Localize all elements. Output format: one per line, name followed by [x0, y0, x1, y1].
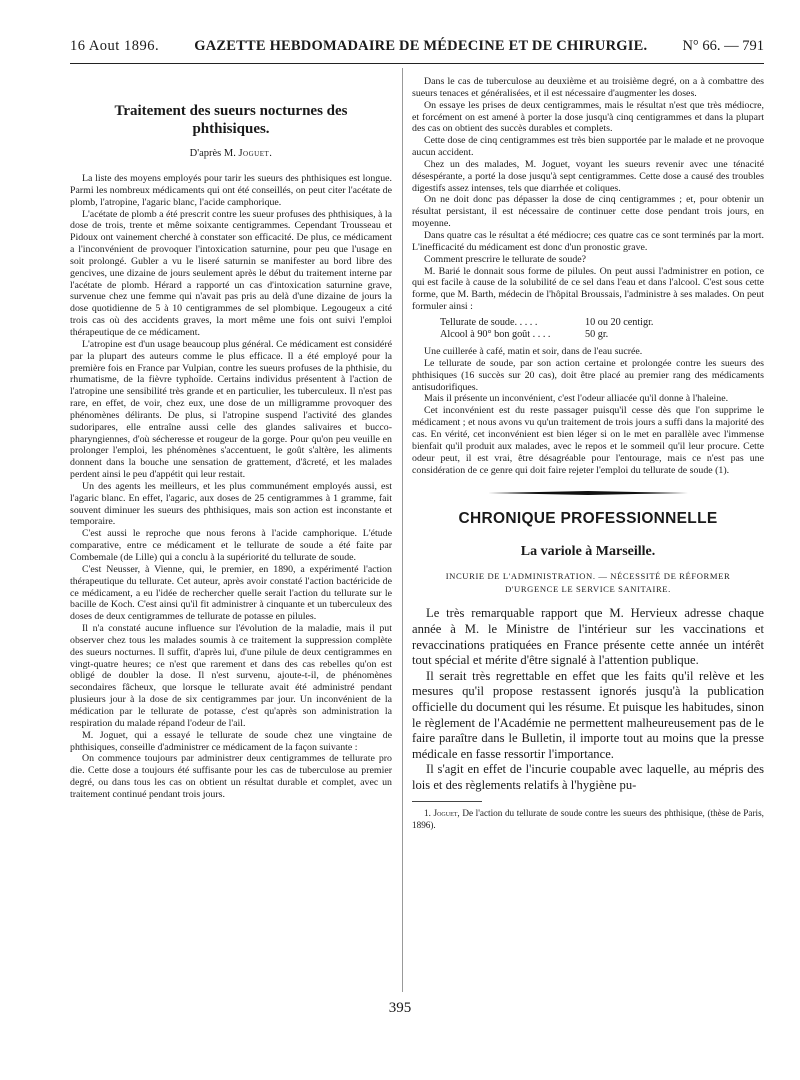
chronique-body	[412, 606, 764, 793]
paragraph: On ne doit donc pas dépasser la dose de cinq centigrammes ; et, pour obtenir un résultat persistant, il est nécessaire de continuer cette dose pendant trois jours, en moyenne.	[412, 194, 764, 230]
journal-title: GAZETTE HEBDOMADAIRE DE MÉDECINE ET DE CHIRURGIE.	[194, 38, 648, 54]
formula-dose: 50 gr.	[585, 329, 609, 341]
issue-number: N° 66. — 791	[682, 38, 764, 54]
chronique-caption	[412, 570, 764, 596]
paragraph: Mais il présente un inconvénient, c'est l'odeur alliacée qu'il donne à l'haleine.	[424, 393, 729, 405]
column-divider	[402, 68, 403, 992]
paragraph: L'acétate de plomb a été prescrit contre les sueur profuses des phthisiques, à la dose de trois, trente et même soixante centigrammes. Cependant Trousseau et Pidoux ont vainement cherché à constater son efficacité. De plus, ce médicament a l'inconvénient de provoquer l'intoxication saturnine, pour peu que l'usage en soit prolongé. Gubler a vu le liseré saturnin se manifester au bord libre des gencives, une dizaine de jours seulement après le début du traitement interne par l'acétate de plomb. Hérard a rapporté un cas d'intoxication saturnine grave, survenue chez une femme qui n'avait pas pris au delà d'une dizaine de jours la dose quotidienne de 5 à 10 centigrammes de sel plombique. Legougeux a cité trois cas où des accidents graves, la mort même une fois ont suivi l'emploi thérapeutique de ce médicament.	[70, 208, 392, 338]
byline-prefix: D'après M.	[189, 148, 239, 159]
paragraph: Dans le cas de tuberculose au deuxième et au troisième degré, on a à combattre des sueurs tenaces et généralisées, et il est nécessaire d'augmenter les doses.	[412, 76, 764, 99]
paragraph: Une cuillerée à café, matin et soir, dans de l'eau sucrée.	[424, 346, 643, 358]
paragraph: C'est aussi le reproche que nous ferons à l'acide camphorique. L'étude comparative, entre ce médicament et le tellurate de soude a été faite par Combemale (de Lille) qui a conclu à la supériorité du tellurate de soude.	[70, 528, 392, 563]
article-title: Traitement des sueurs nocturnes des phthisiques.	[114, 103, 348, 137]
left-column	[70, 76, 392, 994]
paragraph: M. Barié le donnait sous forme de pilules. On peut aussi l'administrer en potion, ce qui est facile à cause de la solubilité de ce sel dans l'eau et dans l'alcool. C'est sous cette forme, que M. Barth, médecin de l'hôpital Broussais, l'administre à ses malades. On peut formuler ainsi :	[412, 265, 764, 313]
chronique-title: La variole à Marseille.	[520, 544, 656, 560]
formula-ingredient: Alcool à 90° bon goût . . . .	[440, 329, 551, 341]
paragraph: Cette dose de cinq centigrammes est très bien supportée par le malade et ne provoque aucun accident.	[412, 135, 764, 159]
formula-row	[440, 317, 764, 330]
paragraph: Il serait très regrettable en effet que les faits qu'il relève et les mesures qu'il propose restassent ignorés jusqu'à la publication officielle du document qui les résume. Et puisque les habitudes, sinon le règlement de l'Académie ne permettent malheureusement pas de le faire paraître dans le Bulletin, il importe tout au moins que la presse médicale en fasse ressortir l'importance.	[412, 668, 764, 761]
paragraph: On essaye les prises de deux centigrammes, mais le résultat n'est que très médiocre, et forcément on est amené à porter la dose jusqu'à cinq centigrammes et dans la plupart des cas on obtient des succès durables et complets.	[412, 99, 764, 135]
formula-dose: 10 ou 20 centigr.	[585, 316, 654, 328]
paragraph: Chez un des malades, M. Joguet, voyant les sueurs revenir avec une ténacité désespérante, a porté la dose jusqu'à sept centigrammes. Cette dose a causé des troubles digestifs assez intenses, tels que diarrhée et coliques.	[412, 158, 764, 194]
section-heading: CHRONIQUE PROFESSIONNELLE	[458, 510, 718, 528]
paragraph: Il n'a constaté aucune influence sur l'évolution de la maladie, mais il put observer chez tous les malades soumis à ce traitement la suppression complète des sueurs nocturnes. Il suffit, d'après lui, d'une pilule de deux centigrammes en vingt-quatre heures; ce n'est que rarement et dans des cas rebelles qu'on est obligé de doubler la dose. Il n'est survenu, ajoute-t-il, de phénomènes secondaires fâcheux, que lorsque le tellurate avait été administré pendant plusieurs jour à la dose de six centigrammes par jour. Un inconvénient de la médication par le tellurate de potasse, c'est qu'après son administration la respiration du malade répand l'odeur de l'ail.	[70, 623, 392, 729]
paragraph: C'est Neusser, à Vienne, qui, le premier, en 1890, a expérimenté l'action thérapeutique du tellurate. Cet auteur, après avoir constaté l'action bactéricide de ce médicament, a eu l'idée de rechercher quelle serait l'action du tellurate sur le bacille de Koch. C'est ainsi qu'il fit administrer à cinquante et un tuberculeux des doses de deux centigrammes de tellurate de potasse en pilules.	[70, 563, 392, 623]
caption-line: D'URGENCE LE SERVICE SANITAIRE.	[505, 584, 671, 595]
footnote	[412, 808, 764, 831]
page-number: 395	[388, 1000, 412, 1016]
formula-ingredient: Tellurate de soude. . . . .	[440, 316, 538, 328]
paragraph: L'atropine est d'un usage beaucoup plus général. Ce médicament est considéré par la plupart des auteurs comme le plus efficace. Il a été employé pour la première fois en France par Vulpian, contre les sueurs profuses de la phthisie, du rhumatisme, de la fièvre typhoïde. Certains individus présentent à l'action de l'atropine une sensibilité très grande et en particulier, les tuberculeux. Il n'est pas rare, en effet, de voir, chez eux, une dose de un milligramme provoquer des phénomènes délirants. De plus, si l'atropine suspend l'activité des glandes sudoripares, elle entraîne aussi celle des glandes salivaires et bucco-pharyngiennes, d'où sécheresse et rougeur de la gorge. Pour qu'on peu veuille en prolonger l'emploi, les phénomènes s'accentuent, le goût s'altère, les aliments donnent dans la bouche une sensation de grattement, d'âcreté, et les malades perdent ainsi le peu d'appétit qui leur restait.	[70, 338, 392, 481]
paragraph: Un des agents les meilleurs, et les plus communément employés aussi, est l'agaric blanc. En effet, l'agaric, aux doses de 25 centigrammes à 1 gramme, fait souvent diminuer les sueurs des phthisiques, mais son action est inconstante et temporaire.	[70, 480, 392, 528]
footnote-author: 1. Joguet,	[424, 808, 460, 819]
paragraph: Il s'agit en effet de l'incurie coupable avec laquelle, au mépris des lois et des règlements relatifs à l'hygiène pu-	[412, 762, 764, 792]
paragraph: Comment prescrire le tellurate de soude?	[424, 253, 587, 265]
right-column	[412, 76, 764, 994]
byline-author: Joguet.	[238, 148, 273, 159]
caption-line: INCURIE DE L'ADMINISTRATION. — NÉCESSITÉ DE RÉFORMER	[445, 571, 731, 582]
paragraph: Cet inconvénient est du reste passager puisqu'il cesse dès que l'on supprime le médicament ; et nous avons vu qu'un traitement de trois jours a suffi dans la majorité des cas. En vérité, cet inconvénient est bien léger si on le met en parallèle avec l'immense bienfait qu'il produit aux malades, avec le repos et le sommeil qu'il leur procure. Cette odeur peut, il est vrai, être désagréable pour l'entourage, mais ce n'est pas une considération de ce genre qui doit faire rejeter l'emploi du tellurate de soude (1).	[412, 405, 764, 476]
section-ornament	[488, 488, 688, 498]
prescription-formula	[440, 317, 764, 342]
article-byline	[70, 148, 392, 159]
paragraph: Le très remarquable rapport que M. Hervieux adresse chaque année à M. le Ministre de l'intérieur sur les vaccinations et revaccinations pratiquées en France présente cette année un intérêt tout spécial et mérite d'être signalé à l'attention publique.	[412, 606, 764, 668]
footnote-rule	[412, 801, 482, 802]
formula-row	[440, 329, 764, 342]
running-header	[70, 38, 764, 60]
header-rule	[70, 63, 764, 64]
paragraph: On commence toujours par administrer deux centigrammes de tellurate pro die. Cette dose a toujours été suffisante pour les cas de tuberculose au premier degré, ou dans tous les cas on obtient un résultat durable et complet, avec un traitement continué pendant trois jours.	[70, 753, 392, 800]
paragraph: M. Joguet, qui a essayé le tellurate de soude chez une vingtaine de phthisiques, conseille d'administrer ce médicament de la façon suivante :	[70, 729, 392, 753]
paragraph: Dans quatre cas le résultat a été médiocre; ces quatre cas ce sont terminés par la mort. L'inefficacité du médicament est donc d'un pronostic grave.	[412, 229, 764, 253]
issue-date: 16 Aout 1896.	[70, 38, 160, 54]
article-continuation	[412, 76, 764, 476]
footnote-text: De l'action du tellurate de soude contre les sueurs des phthisique, (thèse de Paris, 1896).	[412, 808, 764, 830]
paragraph: La liste des moyens employés pour tarir les sueurs des phthisiques est longue. Parmi les nombreux médicaments qui ont été conseillés, on peut citer l'acétate de plomb, l'atropine, l'agaric blanc, l'acide camphorique.	[70, 173, 392, 208]
paragraph: Le tellurate de soude, par son action certaine et prolongée contre les sueurs des phthisiques (16 succès sur 20 cas), doit être placé au premier rang des médicaments antisudorifiques.	[412, 357, 764, 393]
